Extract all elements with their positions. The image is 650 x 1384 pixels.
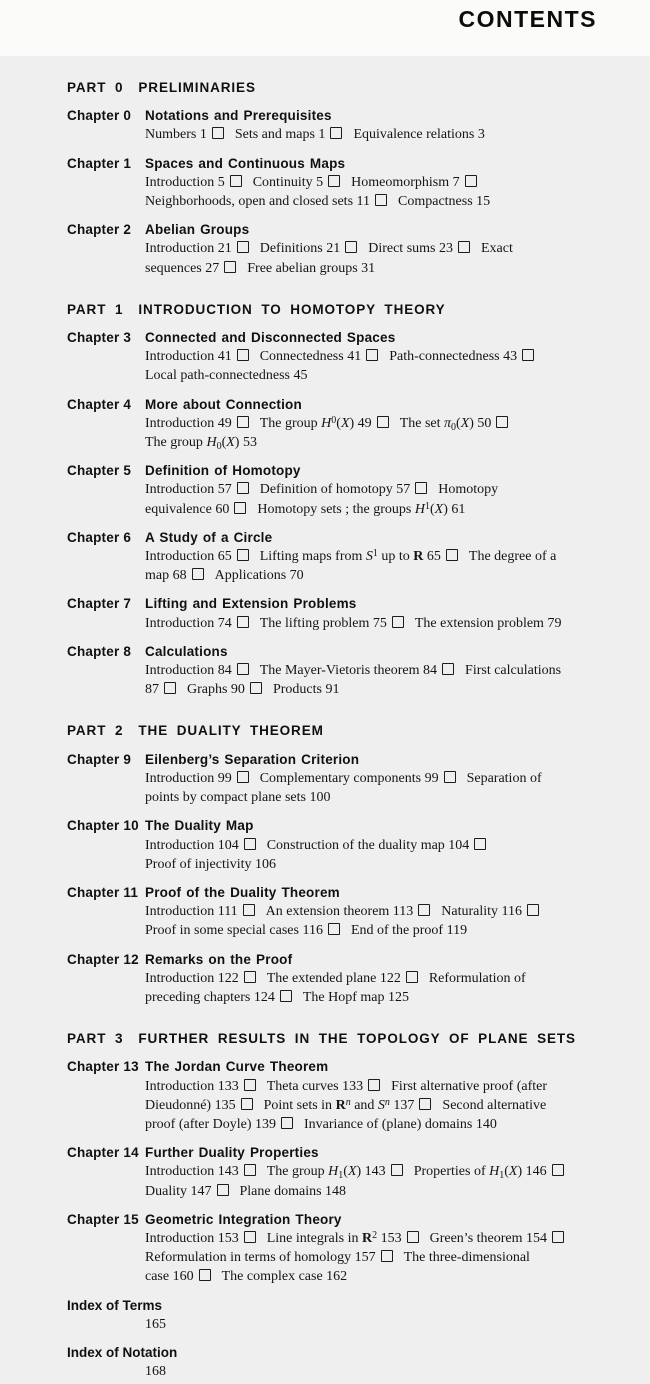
box-icon xyxy=(250,682,262,694)
chapter-sections xyxy=(145,173,599,211)
chapter-title: Connected and Disconnected Spaces xyxy=(145,330,396,346)
part-title: INTRODUCTION TO HOMOTOPY THEORY xyxy=(138,301,446,317)
box-icon xyxy=(192,568,204,580)
chapter-block xyxy=(67,950,599,1008)
toc-entry-text: preceding chapters 124 xyxy=(145,989,275,1005)
toc-entry-text: Complementary components 99 xyxy=(259,770,439,786)
toc-entry-text: Introduction 153 xyxy=(145,1230,239,1246)
chapter-sections xyxy=(145,414,599,452)
chapter-block xyxy=(67,816,599,874)
part-section xyxy=(67,300,599,700)
toc-line xyxy=(145,836,599,855)
box-icon xyxy=(281,1117,293,1129)
box-icon xyxy=(366,349,378,361)
toc-entry-text: Introduction 122 xyxy=(145,970,239,986)
box-icon xyxy=(552,1231,564,1243)
toc-entry-text: Point sets in $R^n$ and $S^n$ 137 xyxy=(263,1096,415,1113)
box-icon xyxy=(381,1250,393,1262)
chapter-heading xyxy=(67,528,599,547)
toc-entry-text: Dieudonné) 135 xyxy=(145,1097,236,1113)
chapter-sections xyxy=(145,769,599,807)
box-icon xyxy=(237,771,249,783)
chapter-heading xyxy=(67,328,599,347)
box-icon xyxy=(330,127,342,139)
toc-entry-text: 87 xyxy=(145,682,159,698)
chapter-block xyxy=(67,328,599,386)
chapter-block xyxy=(67,528,599,586)
box-icon xyxy=(496,416,508,428)
toc-entry-text: Green’s theorem 154 xyxy=(429,1230,548,1246)
toc-entry-text: Local path-connectedness 45 xyxy=(145,368,308,384)
chapter-label: Chapter 12 xyxy=(67,951,139,967)
index-page-number: 168 xyxy=(145,1364,166,1380)
toc-entry-text: Separation of xyxy=(466,770,542,786)
toc-line xyxy=(145,1229,599,1248)
toc-entry-text: The complex case 162 xyxy=(221,1269,348,1285)
chapter-block xyxy=(67,461,599,519)
toc-entry-text: First calculations xyxy=(465,663,562,679)
toc-line xyxy=(145,1248,599,1267)
chapter-heading xyxy=(67,154,599,173)
index-item xyxy=(67,1296,599,1334)
toc-entry-text: The extended plane 122 xyxy=(266,970,401,986)
chapter-block xyxy=(67,154,599,212)
part-heading xyxy=(67,78,599,97)
toc-body xyxy=(67,78,599,1381)
box-icon xyxy=(527,904,539,916)
chapter-sections xyxy=(145,1162,599,1200)
chapter-sections xyxy=(145,661,599,699)
chapter-title: Definition of Homotopy xyxy=(145,463,301,479)
box-icon xyxy=(237,416,249,428)
chapter-heading xyxy=(67,106,599,125)
chapter-label: Chapter 7 xyxy=(67,596,132,612)
box-icon xyxy=(446,549,458,561)
part-heading xyxy=(67,721,599,740)
toc-entry-text: Reformulation of xyxy=(428,970,526,986)
toc-entry-text: Introduction 111 xyxy=(145,904,238,920)
toc-entry-text: Proof in some special cases 116 xyxy=(145,923,323,939)
toc-line xyxy=(145,192,599,211)
chapter-label: Chapter 13 xyxy=(67,1059,139,1075)
toc-line xyxy=(145,1162,599,1181)
toc-entry-text: Introduction 21 xyxy=(145,241,232,257)
toc-entry-text: The lifting problem 75 xyxy=(259,615,387,631)
toc-line xyxy=(145,921,599,940)
chapter-heading xyxy=(67,816,599,835)
box-icon xyxy=(243,904,255,916)
chapter-title: Proof of the Duality Theorem xyxy=(145,884,340,900)
toc-entry-text: Introduction 143 xyxy=(145,1164,239,1180)
chapter-label: Chapter 2 xyxy=(67,222,132,238)
toc-entry-text: Second alternative xyxy=(442,1097,547,1113)
toc-entry-text: Introduction 84 xyxy=(145,663,232,679)
toc-line xyxy=(145,1182,599,1201)
part-title: FURTHER RESULTS IN THE TOPOLOGY OF PLANE SETS xyxy=(138,1031,576,1047)
chapter-title: The Duality Map xyxy=(145,818,254,834)
toc-entry-text: The Mayer-Vietoris theorem 84 xyxy=(259,663,438,679)
chapter-title: Lifting and Extension Problems xyxy=(145,596,357,612)
chapter-label: Chapter 8 xyxy=(67,643,132,659)
box-icon xyxy=(237,663,249,675)
chapter-block xyxy=(67,395,599,453)
chapter-heading xyxy=(67,750,599,769)
chapter-heading xyxy=(67,883,599,902)
toc-entry-text: proof (after Doyle) 139 xyxy=(145,1116,277,1132)
chapter-block xyxy=(67,220,599,278)
toc-entry-text: Line integrals in $R^2$ 153 xyxy=(266,1229,402,1246)
toc-entry-text: Introduction 133 xyxy=(145,1078,239,1094)
chapter-block xyxy=(67,594,599,632)
chapter-sections xyxy=(145,1077,599,1135)
toc-line xyxy=(145,969,599,988)
toc-line xyxy=(145,173,599,192)
box-icon xyxy=(244,838,256,850)
chapter-title: Spaces and Continuous Maps xyxy=(145,155,346,171)
toc-entry-text: Definition of homotopy 57 xyxy=(259,482,411,498)
chapter-heading xyxy=(67,594,599,613)
box-icon xyxy=(442,663,454,675)
toc-entry-text: Graphs 90 xyxy=(187,682,245,698)
toc-entry-text: First alternative proof (after xyxy=(391,1078,548,1094)
toc-line xyxy=(145,902,599,921)
toc-entry-text: An extension theorem 113 xyxy=(265,904,414,920)
toc-entry-text: Continuity 5 xyxy=(252,174,324,190)
toc-line xyxy=(145,500,599,519)
part-heading xyxy=(67,1029,599,1048)
toc-line xyxy=(145,680,599,699)
toc-line xyxy=(145,788,599,807)
toc-line xyxy=(145,433,599,452)
toc-entry-text: Construction of the duality map 104 xyxy=(266,837,470,853)
part-section xyxy=(67,78,599,278)
box-icon xyxy=(234,502,246,514)
chapter-block xyxy=(67,642,599,700)
toc-line xyxy=(145,769,599,788)
toc-entry-text: Homeomorphism 7 xyxy=(351,174,460,190)
index-title: Index of Terms xyxy=(67,1297,163,1313)
toc-entry-text: Introduction 41 xyxy=(145,349,232,365)
part-title: PRELIMINARIES xyxy=(138,80,256,95)
chapter-label: Chapter 14 xyxy=(67,1145,139,1161)
box-icon xyxy=(392,616,404,628)
toc-entry-text: map 68 xyxy=(145,568,187,584)
toc-entry-text: Definitions 21 xyxy=(259,241,341,257)
toc-entry-text: Homotopy xyxy=(438,482,499,498)
chapter-title: Remarks on the Proof xyxy=(145,951,293,967)
part-section xyxy=(67,1029,599,1286)
part-title: THE DUALITY THEOREM xyxy=(138,723,324,739)
chapter-sections xyxy=(145,1229,599,1287)
toc-entry-text: The group $H_0(X)$ 53 xyxy=(145,435,257,453)
box-icon xyxy=(415,482,427,494)
toc-line xyxy=(145,366,599,385)
toc-line xyxy=(145,1267,599,1286)
chapter-label: Chapter 0 xyxy=(67,108,132,124)
box-icon xyxy=(224,261,236,273)
toc-entry-text: Equivalence relations 3 xyxy=(353,127,485,143)
box-icon xyxy=(244,1079,256,1091)
toc-entry-text: Naturality 116 xyxy=(441,904,523,920)
chapter-heading xyxy=(67,1057,599,1076)
chapter-heading xyxy=(67,950,599,969)
box-icon xyxy=(230,175,242,187)
box-icon xyxy=(217,1184,229,1196)
toc-line xyxy=(145,1115,599,1134)
chapter-sections xyxy=(145,239,599,277)
toc-entry-text: Applications 70 xyxy=(214,568,304,584)
chapter-block xyxy=(67,1143,599,1201)
box-icon xyxy=(474,838,486,850)
chapter-sections xyxy=(145,614,599,633)
toc-entry-text: Connectedness 41 xyxy=(259,349,362,365)
chapter-title: Further Duality Properties xyxy=(145,1145,319,1161)
part-heading xyxy=(67,300,599,319)
chapter-label: Chapter 15 xyxy=(67,1211,139,1227)
chapter-sections xyxy=(145,836,599,874)
index-item xyxy=(67,1343,599,1381)
box-icon xyxy=(406,971,418,983)
chapter-title: Geometric Integration Theory xyxy=(145,1211,342,1227)
box-icon xyxy=(345,241,357,253)
box-icon xyxy=(244,1164,256,1176)
box-icon xyxy=(237,616,249,628)
box-icon xyxy=(407,1231,419,1243)
chapter-title: Abelian Groups xyxy=(145,222,250,238)
toc-entry-text: points by compact plane sets 100 xyxy=(145,790,331,806)
box-icon xyxy=(328,923,340,935)
toc-line xyxy=(145,855,599,874)
toc-entry-text: Free abelian groups 31 xyxy=(247,260,376,276)
chapter-block xyxy=(67,750,599,808)
chapter-label: Chapter 4 xyxy=(67,396,132,412)
box-icon xyxy=(444,771,456,783)
toc-entry-text: Compactness 15 xyxy=(398,194,491,210)
toc-entry-text: Sets and maps 1 xyxy=(234,127,326,143)
toc-line xyxy=(145,414,599,433)
box-icon xyxy=(237,482,249,494)
toc-entry-text: The Hopf map 125 xyxy=(302,989,409,1005)
box-icon xyxy=(199,1269,211,1281)
chapter-heading xyxy=(67,461,599,480)
chapter-block xyxy=(67,1210,599,1287)
part-section xyxy=(67,721,599,1007)
box-icon xyxy=(391,1164,403,1176)
box-icon xyxy=(458,241,470,253)
box-icon xyxy=(212,127,224,139)
toc-entry-text: The group $H_1(X)$ 143 xyxy=(266,1164,386,1182)
toc-line xyxy=(145,566,599,585)
part-label: PART 2 xyxy=(67,723,124,739)
chapter-sections xyxy=(145,902,599,940)
chapter-sections xyxy=(145,547,599,585)
toc-entry-text: Introduction 74 xyxy=(145,615,232,631)
box-icon xyxy=(419,1098,431,1110)
chapter-heading xyxy=(67,642,599,661)
toc-entry-text: Numbers 1 xyxy=(145,127,207,143)
toc-line xyxy=(145,1077,599,1096)
chapter-label: Chapter 10 xyxy=(67,818,139,834)
toc-entry-text: The group $H^0(X)$ 49 xyxy=(259,414,372,431)
part-label: PART 1 xyxy=(67,301,124,317)
toc-entry-text: case 160 xyxy=(145,1269,194,1285)
chapter-heading xyxy=(67,220,599,239)
chapter-sections xyxy=(145,125,599,144)
toc-line xyxy=(145,347,599,366)
toc-entry-text: Theta curves 133 xyxy=(266,1078,364,1094)
chapter-label: Chapter 6 xyxy=(67,529,132,545)
toc-entry-text: Properties of $H_1(X)$ 146 xyxy=(413,1164,547,1182)
box-icon xyxy=(418,904,430,916)
toc-line xyxy=(145,480,599,499)
chapter-heading xyxy=(67,1143,599,1162)
box-icon xyxy=(328,175,340,187)
toc-line xyxy=(145,547,599,566)
box-icon xyxy=(237,349,249,361)
toc-entry-text: Introduction 5 xyxy=(145,174,225,190)
chapter-sections xyxy=(145,969,599,1007)
chapter-label: Chapter 9 xyxy=(67,751,132,767)
chapter-heading xyxy=(67,1210,599,1229)
box-icon xyxy=(244,1231,256,1243)
toc-entry-text: The degree of a xyxy=(468,549,557,565)
toc-line xyxy=(145,125,599,144)
toc-entry-text: Neighborhoods, open and closed sets 11 xyxy=(145,194,370,210)
part-label: PART 3 xyxy=(67,1031,124,1047)
chapter-label: Chapter 1 xyxy=(67,155,132,171)
toc-entry-text: Exact xyxy=(480,241,513,257)
box-icon xyxy=(552,1164,564,1176)
chapter-title: The Jordan Curve Theorem xyxy=(145,1059,329,1075)
toc-entry-text: Introduction 104 xyxy=(145,837,239,853)
toc-entry-text: End of the proof 119 xyxy=(350,923,468,939)
chapter-sections xyxy=(145,480,599,518)
chapter-label: Chapter 11 xyxy=(67,884,139,900)
box-icon xyxy=(237,549,249,561)
chapter-title: Calculations xyxy=(145,643,228,659)
box-icon xyxy=(280,990,292,1002)
chapter-title: A Study of a Circle xyxy=(145,529,273,545)
toc-line xyxy=(145,661,599,680)
toc-entry-text: Path-connectedness 43 xyxy=(389,349,518,365)
toc-entry-text: Invariance of (plane) domains 140 xyxy=(304,1116,497,1132)
box-icon xyxy=(522,349,534,361)
toc-line xyxy=(145,988,599,1007)
toc-line xyxy=(145,259,599,278)
box-icon xyxy=(368,1079,380,1091)
toc-entry-text: Introduction 65 xyxy=(145,549,232,565)
toc-line xyxy=(145,239,599,258)
box-icon xyxy=(241,1098,253,1110)
toc-entry-text: Duality 147 xyxy=(145,1183,212,1199)
toc-entry-text: Introduction 99 xyxy=(145,770,232,786)
toc-entry-text: Homotopy sets ; the groups $H^1(X)$ 61 xyxy=(257,500,466,517)
part-label: PART 0 xyxy=(67,80,124,95)
toc-line xyxy=(145,614,599,633)
chapter-block xyxy=(67,106,599,144)
box-icon xyxy=(237,241,249,253)
toc-entry-text: Lifting maps from $S^1$ up to R 65 xyxy=(259,548,441,565)
toc-entry-text: Proof of injectivity 106 xyxy=(145,856,277,872)
toc-entry-text: The extension problem 79 xyxy=(414,615,562,631)
chapter-block xyxy=(67,883,599,941)
toc-entry-text: Introduction 49 xyxy=(145,415,232,431)
box-icon xyxy=(244,971,256,983)
chapter-heading xyxy=(67,395,599,414)
chapter-title: More about Connection xyxy=(145,396,302,412)
index-title: Index of Notation xyxy=(67,1344,178,1360)
box-icon xyxy=(465,175,477,187)
toc-entry-text: equivalence 60 xyxy=(145,501,230,517)
chapter-label: Chapter 5 xyxy=(67,463,132,479)
toc-entry-text: Plane domains 148 xyxy=(239,1183,347,1199)
index-page-number: 165 xyxy=(145,1316,166,1332)
toc-entry-text: The three-dimensional xyxy=(403,1250,530,1266)
toc-entry-text: sequences 27 xyxy=(145,260,220,276)
toc-entry-text: The set $\pi_0(X)$ 50 xyxy=(399,415,492,433)
chapter-label: Chapter 3 xyxy=(67,330,132,346)
chapter-sections xyxy=(145,347,599,385)
box-icon xyxy=(375,194,387,206)
toc-entry-text: Reformulation in terms of homology 157 xyxy=(145,1250,376,1266)
box-icon xyxy=(164,682,176,694)
chapter-title: Eilenberg’s Separation Criterion xyxy=(145,751,360,767)
toc-line xyxy=(145,1096,599,1115)
toc-entry-text: Introduction 57 xyxy=(145,482,232,498)
toc-entry-text: Direct sums 23 xyxy=(368,241,453,257)
page-title: CONTENTS xyxy=(458,6,597,32)
box-icon xyxy=(377,416,389,428)
chapter-block xyxy=(67,1057,599,1134)
toc-entry-text: Products 91 xyxy=(272,682,340,698)
chapter-title: Notations and Prerequisites xyxy=(145,108,332,124)
